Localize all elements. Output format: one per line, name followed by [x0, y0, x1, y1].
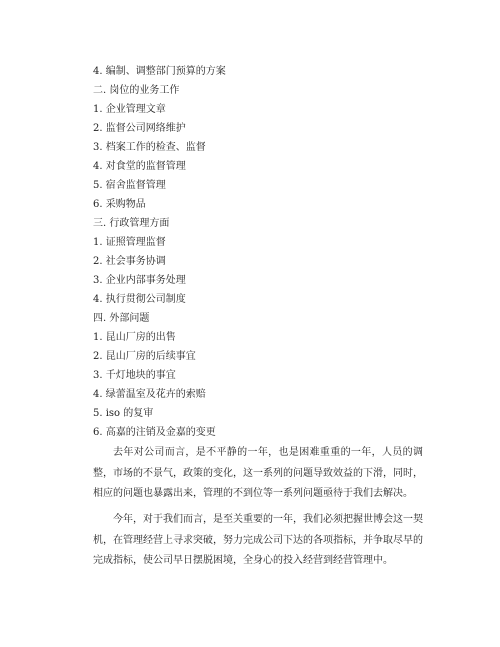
list-item: 2. 监督公司网络维护 — [93, 123, 186, 134]
list-item: 1. 昆山厂房的出售 — [93, 332, 176, 343]
section-heading: 三. 行政管理方面 — [93, 218, 170, 229]
list-item: 3. 档案工作的检查、监督 — [93, 142, 206, 153]
list-item: 5. 宿舍监督管理 — [93, 180, 166, 191]
list-item: 6. 采购物品 — [93, 199, 146, 210]
list-item: 6. 高嘉的注销及金嘉的变更 — [93, 427, 216, 438]
section-heading: 四. 外部问题 — [93, 313, 150, 324]
list-item: 4. 执行贯彻公司制度 — [93, 294, 186, 305]
section-heading: 二. 岗位的业务工作 — [93, 85, 180, 96]
list-item: 1. 证照管理监督 — [93, 237, 166, 248]
list-item: 1. 企业管理文章 — [93, 104, 166, 115]
list-item: 3. 企业内部事务处理 — [93, 275, 186, 286]
list-item: 4. 编制、调整部门预算的方案 — [93, 66, 226, 77]
list-item: 3. 千灯地块的事宜 — [93, 370, 176, 381]
list-item: 5. iso 的复审 — [93, 408, 154, 419]
list-item: 4. 绿蕾温室及花卉的索赔 — [93, 389, 206, 400]
body-paragraph: 今年，对于我们而言，是至关重要的一年，我们必须把握世博会这一契机，在管理经营上寻求突破，努力完成公司下达的各项指标，并争取尽早的完成指标，使公司早日摆脱困境，全身心的投入经营到经营管理中。 — [93, 514, 423, 566]
body-paragraph: 去年对公司而言，是不平静的一年，也是困难重重的一年，人员的调整，市场的不景气，政策的变化，这一系列的问题导致效益的下滑，同时，相应的问题也暴露出来，管理的不到位等一系列问题亟待于我们去解决。 — [93, 447, 423, 499]
list-item: 2. 昆山厂房的后续事宜 — [93, 351, 196, 362]
list-item: 4. 对食堂的监督管理 — [93, 161, 186, 172]
list-item: 2. 社会事务协调 — [93, 256, 166, 267]
